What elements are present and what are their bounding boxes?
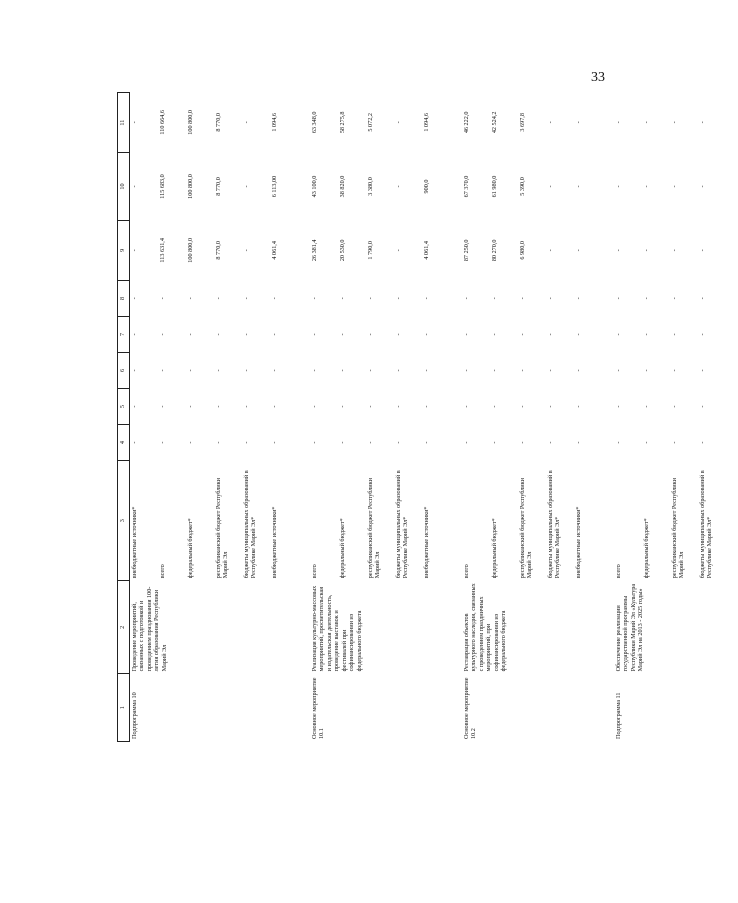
table-row: [130, 93, 159, 742]
value-cell: -: [242, 316, 270, 352]
value-cell: -: [366, 352, 394, 388]
value-cell: -: [214, 425, 242, 461]
value-cell: -: [670, 389, 698, 425]
value-cell: -: [186, 425, 214, 461]
value-cell: -: [394, 352, 422, 388]
value-cell: -: [670, 352, 698, 388]
value-cell: -: [422, 280, 450, 316]
value-cell: -: [338, 280, 366, 316]
value-cell: -: [698, 425, 726, 461]
spacer-cell: [726, 93, 738, 742]
header-cell: 2: [118, 581, 130, 674]
value-cell: 900,0: [422, 153, 450, 221]
value-cell: -: [518, 425, 546, 461]
value-cell: -: [642, 389, 670, 425]
value-cell: -: [546, 389, 574, 425]
value-cell: -: [518, 389, 546, 425]
value-cell: -: [574, 389, 602, 425]
section-spacer: [298, 93, 310, 742]
funding-source: федеральный бюджет*: [338, 461, 366, 581]
value-cell: 63 348,0: [310, 93, 338, 153]
section-name: Реставрация объектов культурного наследия, связанных с проведением праздничных мероприятий, при софинансировании из федерального бюджета: [462, 581, 602, 674]
value-cell: -: [158, 280, 186, 316]
value-cell: -: [614, 389, 642, 425]
value-cell: -: [642, 220, 670, 280]
page-number: 33: [591, 70, 605, 85]
value-cell: -: [394, 153, 422, 221]
value-cell: -: [462, 280, 490, 316]
value-cell: -: [642, 153, 670, 221]
value-cell: -: [394, 93, 422, 153]
section-code: Подпрограмма 11: [614, 674, 726, 742]
funding-source: внебюджетные источники*: [574, 461, 602, 581]
section-code: Основное мероприятие 10.2: [462, 674, 602, 742]
header-row: [118, 93, 130, 742]
value-cell: -: [670, 220, 698, 280]
value-cell: 46 222,0: [462, 93, 490, 153]
value-cell: -: [546, 153, 574, 221]
value-cell: -: [186, 352, 214, 388]
value-cell: -: [518, 352, 546, 388]
value-cell: -: [242, 280, 270, 316]
value-cell: -: [158, 316, 186, 352]
value-cell: -: [422, 316, 450, 352]
header-cell: 11: [118, 93, 130, 153]
section-spacer: [726, 93, 738, 742]
funding-source: федеральный бюджет*: [642, 461, 670, 581]
value-cell: -: [518, 316, 546, 352]
value-cell: 61 980,0: [490, 153, 518, 221]
value-cell: -: [422, 352, 450, 388]
value-cell: -: [574, 153, 602, 221]
value-cell: -: [366, 389, 394, 425]
spacer-cell: [298, 93, 310, 742]
value-cell: -: [270, 389, 298, 425]
funding-source: внебюджетные источники*: [270, 461, 298, 581]
value-cell: -: [698, 153, 726, 221]
value-cell: -: [422, 389, 450, 425]
value-cell: -: [186, 389, 214, 425]
value-cell: -: [614, 280, 642, 316]
value-cell: 58 275,8: [338, 93, 366, 153]
value-cell: 5 390,0: [518, 153, 546, 221]
value-cell: 1 094,6: [422, 93, 450, 153]
value-cell: -: [698, 220, 726, 280]
value-cell: -: [338, 425, 366, 461]
table-body: [130, 93, 738, 742]
value-cell: -: [270, 425, 298, 461]
value-cell: -: [242, 389, 270, 425]
value-cell: -: [214, 316, 242, 352]
value-cell: 4 061,4: [270, 220, 298, 280]
value-cell: 6 980,0: [518, 220, 546, 280]
value-cell: -: [310, 352, 338, 388]
funding-source: республиканский бюджет Республики Марий Эл: [518, 461, 546, 581]
value-cell: -: [394, 425, 422, 461]
value-cell: -: [130, 280, 159, 316]
value-cell: -: [310, 389, 338, 425]
value-cell: -: [242, 153, 270, 221]
value-cell: 38 820,0: [338, 153, 366, 221]
value-cell: -: [462, 352, 490, 388]
value-cell: -: [642, 316, 670, 352]
value-cell: -: [158, 425, 186, 461]
funding-source: всего: [158, 461, 186, 581]
table-row: [614, 93, 642, 742]
value-cell: -: [186, 280, 214, 316]
value-cell: -: [614, 316, 642, 352]
value-cell: 8 770,0: [214, 220, 242, 280]
value-cell: -: [546, 352, 574, 388]
value-cell: 67 370,0: [462, 153, 490, 221]
value-cell: -: [670, 425, 698, 461]
value-cell: 8 770,0: [214, 93, 242, 153]
value-cell: -: [394, 220, 422, 280]
value-cell: -: [698, 352, 726, 388]
value-cell: -: [642, 93, 670, 153]
table-row: [462, 93, 490, 742]
section-name: Обеспечение реализации государственной программы Республики Марий Эл «Культура Марий Эл на 2013 - 2025 годы»: [614, 581, 726, 674]
value-cell: -: [614, 352, 642, 388]
header-cell: 9: [118, 220, 130, 280]
value-cell: -: [130, 93, 159, 153]
value-cell: -: [394, 280, 422, 316]
value-cell: -: [366, 316, 394, 352]
value-cell: -: [642, 352, 670, 388]
value-cell: -: [490, 425, 518, 461]
value-cell: -: [270, 280, 298, 316]
spacer-cell: [602, 93, 614, 742]
spacer-cell: [450, 93, 462, 742]
section-spacer: [450, 93, 462, 742]
value-cell: -: [394, 316, 422, 352]
value-cell: -: [670, 153, 698, 221]
funding-source: внебюджетные источники*: [130, 461, 159, 581]
value-cell: -: [490, 389, 518, 425]
funding-source: бюджеты муниципальных образований в Республике Марий Эл*: [546, 461, 574, 581]
funding-source: республиканский бюджет Республики Марий Эл: [670, 461, 698, 581]
value-cell: 80 270,0: [490, 220, 518, 280]
funding-source: республиканский бюджет Республики Марий Эл: [366, 461, 394, 581]
value-cell: -: [462, 425, 490, 461]
section-spacer: [602, 93, 614, 742]
value-cell: -: [614, 153, 642, 221]
funding-source: всего: [310, 461, 338, 581]
header-cell: 7: [118, 316, 130, 352]
value-cell: -: [698, 280, 726, 316]
funding-source: всего: [614, 461, 642, 581]
value-cell: -: [158, 389, 186, 425]
value-cell: -: [518, 280, 546, 316]
value-cell: -: [130, 220, 159, 280]
value-cell: -: [214, 352, 242, 388]
value-cell: -: [338, 316, 366, 352]
value-cell: -: [698, 389, 726, 425]
value-cell: 100 800,0: [186, 93, 214, 153]
value-cell: -: [614, 220, 642, 280]
value-cell: 113 631,4: [158, 220, 186, 280]
value-cell: -: [490, 352, 518, 388]
header-cell: 5: [118, 389, 130, 425]
value-cell: 5 072,2: [366, 93, 394, 153]
value-cell: -: [214, 389, 242, 425]
funding-source: республиканский бюджет Республики Марий Эл: [214, 461, 242, 581]
value-cell: 8 770,0: [214, 153, 242, 221]
value-cell: -: [490, 280, 518, 316]
value-cell: -: [214, 280, 242, 316]
value-cell: -: [490, 316, 518, 352]
value-cell: -: [242, 93, 270, 153]
funding-source: федеральный бюджет*: [490, 461, 518, 581]
value-cell: -: [158, 352, 186, 388]
value-cell: -: [242, 220, 270, 280]
funding-source: федеральный бюджет*: [186, 461, 214, 581]
value-cell: -: [546, 280, 574, 316]
value-cell: -: [310, 280, 338, 316]
rotated-table-container: [117, 92, 714, 742]
value-cell: -: [642, 425, 670, 461]
value-cell: -: [670, 316, 698, 352]
value-cell: -: [614, 425, 642, 461]
value-cell: -: [670, 93, 698, 153]
header-cell: 10: [118, 153, 130, 221]
value-cell: -: [270, 352, 298, 388]
value-cell: -: [574, 425, 602, 461]
value-cell: -: [574, 93, 602, 153]
value-cell: -: [130, 389, 159, 425]
value-cell: -: [242, 352, 270, 388]
funding-source: внебюджетные источники*: [422, 461, 450, 581]
value-cell: -: [186, 316, 214, 352]
header-cell: 6: [118, 352, 130, 388]
value-cell: -: [698, 316, 726, 352]
value-cell: 1 094,6: [270, 93, 298, 153]
value-cell: 20 530,0: [338, 220, 366, 280]
funding-source: бюджеты муниципальных образований в Республике Марий Эл*: [698, 461, 726, 581]
value-cell: 42 524,2: [490, 93, 518, 153]
header-cell: 1: [118, 674, 130, 742]
table-row: [310, 93, 338, 742]
value-cell: -: [130, 352, 159, 388]
value-cell: 100 800,0: [186, 220, 214, 280]
budget-table: [117, 92, 738, 742]
value-cell: -: [546, 425, 574, 461]
value-cell: 110 664,6: [158, 93, 186, 153]
value-cell: -: [366, 425, 394, 461]
value-cell: 100 800,0: [186, 153, 214, 221]
value-cell: -: [614, 93, 642, 153]
value-cell: 43 100,0: [310, 153, 338, 221]
value-cell: 3 380,0: [366, 153, 394, 221]
funding-source: бюджеты муниципальных образований в Республике Марий Эл*: [394, 461, 422, 581]
value-cell: 4 061,4: [422, 220, 450, 280]
funding-source: всего: [462, 461, 490, 581]
section-name: Проведение мероприятий, связанных с подготовкой и проведением празднования 100-летия образования Республики Марий Эл: [130, 581, 299, 674]
value-cell: -: [130, 153, 159, 221]
value-cell: -: [130, 316, 159, 352]
section-code: Основное мероприятие 10.1: [310, 674, 450, 742]
value-cell: -: [130, 425, 159, 461]
section-name: Реализация культурно-массовых мероприятий, просветительская и издательская деятельность, проведение выставок и фестивалей при софинансировании из федерального бюджета: [310, 581, 450, 674]
value-cell: -: [574, 316, 602, 352]
value-cell: -: [338, 389, 366, 425]
value-cell: -: [338, 352, 366, 388]
value-cell: 1 790,0: [366, 220, 394, 280]
value-cell: -: [310, 316, 338, 352]
value-cell: -: [546, 316, 574, 352]
value-cell: -: [574, 352, 602, 388]
value-cell: -: [422, 425, 450, 461]
value-cell: -: [310, 425, 338, 461]
value-cell: -: [574, 220, 602, 280]
value-cell: -: [394, 389, 422, 425]
header-cell: 4: [118, 425, 130, 461]
value-cell: -: [670, 280, 698, 316]
value-cell: -: [546, 93, 574, 153]
value-cell: -: [546, 220, 574, 280]
value-cell: 115 683,0: [158, 153, 186, 221]
value-cell: -: [462, 389, 490, 425]
funding-source: бюджеты муниципальных образований в Республике Марий Эл*: [242, 461, 270, 581]
value-cell: -: [366, 280, 394, 316]
value-cell: -: [698, 93, 726, 153]
value-cell: 26 381,4: [310, 220, 338, 280]
value-cell: -: [574, 280, 602, 316]
value-cell: 87 250,0: [462, 220, 490, 280]
value-cell: 6 113,00: [270, 153, 298, 221]
section-code: Подпрограмма 10: [130, 674, 299, 742]
value-cell: -: [270, 316, 298, 352]
value-cell: -: [462, 316, 490, 352]
value-cell: 3 697,8: [518, 93, 546, 153]
header-cell: 3: [118, 461, 130, 581]
value-cell: -: [242, 425, 270, 461]
value-cell: -: [642, 280, 670, 316]
header-cell: 8: [118, 280, 130, 316]
